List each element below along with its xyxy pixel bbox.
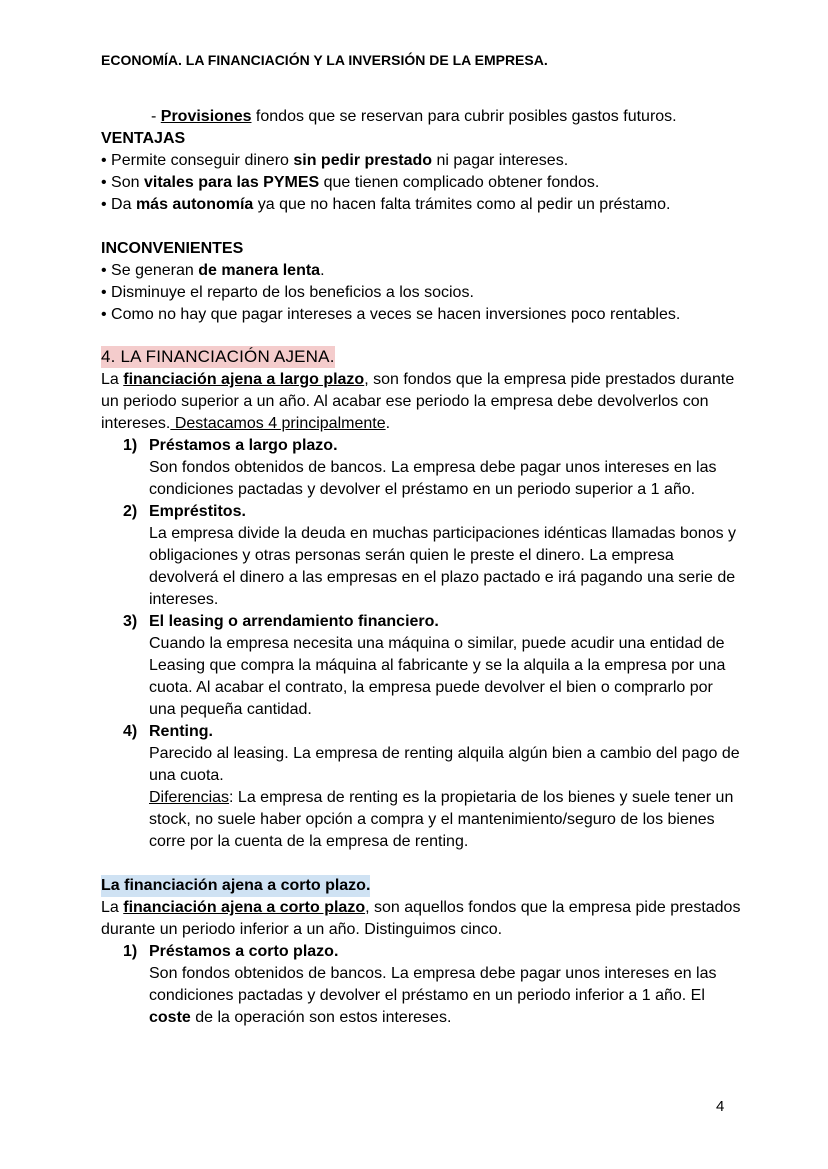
provisiones-text: fondos que se reservan para cubrir posibles gastos futuros. [251,108,677,125]
item-text: Son fondos obtenidos de bancos. La empresa debe pagar unos intereses en las condiciones pactadas y devolver el préstamo en un periodo superior a 1 año. [149,459,717,498]
item-title: Préstamos a corto plazo. [149,943,339,960]
list-item: 1) Préstamos a corto plazo. Son fondos obtenidos de bancos. La empresa debe pagar unos intereses en las condiciones pactadas y devolver el préstamo en un periodo inferior a 1 año. El coste de la operación son estos intereses. [101,941,741,1029]
inconvenientes-item: • Como no hay que pagar intereses a veces se hacen inversiones poco rentables. [101,306,681,323]
list-item: 3) El leasing o arrendamiento financiero. Cuando la empresa necesita una máquina o similar, puede acudir una entidad de Leasing que compra la máquina al fabricante y se la alquila a la empresa por una cuota. Al acabar el contrato, la empresa puede devolver el bien o comprarlo por una pequeña cantidad. [101,611,741,721]
item-text: La empresa divide la deuda en muchas participaciones idénticas llamadas bonos y obligaciones y otras personas serán quien le preste el dinero. La empresa devolverá el dinero a las empresas en el plazo pactado e irá pagando una serie de intereses. [149,525,737,608]
item-text: Son fondos obtenidos de bancos. La empresa debe pagar unos intereses en las condiciones pactadas y devolver el préstamo en un periodo inferior a 1 año. El coste de la operación son estos intereses. [149,965,717,1026]
item-title: Préstamos a largo plazo. [149,437,338,454]
item-title: Renting. [149,723,213,740]
inconvenientes-item: • Disminuye el reparto de los beneficios a los socios. [101,284,474,301]
document-body [101,106,741,1029]
item-text: Parecido al leasing. La empresa de renting alquila algún bien a cambio del pago de una cuota. [149,745,740,784]
short-term-title: La financiación ajena a corto plazo. [101,875,370,897]
item-title: Empréstitos. [149,503,246,520]
ventajas-heading: VENTAJAS [101,130,186,147]
provisiones-line [101,106,741,128]
provisiones-dash: - [151,108,161,125]
document-header: ECONOMÍA. LA FINANCIACIÓN Y LA INVERSIÓN DE LA EMPRESA. [101,52,548,68]
item-title: El leasing o arrendamiento financiero. [149,613,439,630]
short-term-list [101,941,741,1029]
short-term-intro: La financiación ajena a corto plazo, son aquellos fondos que la empresa pide prestados durante un periodo inferior a un año. Distinguimos cinco. [101,899,741,938]
page-number: 4 [716,1098,725,1115]
inconvenientes-item: • Se generan de manera lenta. [101,262,325,279]
list-item: 4) Renting. Parecido al leasing. La empresa de renting alquila algún bien a cambio del pago de una cuota. Diferencias: La empresa de renting es la propietaria de los bienes y suele tener un stock, no suele haber opción a compra y el mantenimiento/seguro de los bienes corre por la cuenta de la empresa de renting. [101,721,741,853]
section-4-title: 4. LA FINANCIACIÓN AJENA. [101,347,335,366]
item-text: Cuando la empresa necesita una máquina o similar, puede acudir una entidad de Leasing que compra la máquina al fabricante y se la alquila a la empresa por una cuota. Al acabar el contrato, la empresa puede devolver el bien o comprarlo por una pequeña cantidad. [149,635,726,718]
long-term-list [101,435,741,853]
inconvenientes-heading: INCONVENIENTES [101,240,244,257]
ventajas-item: • Son vitales para las PYMES que tienen complicado obtener fondos. [101,174,600,191]
renting-differences: Diferencias: La empresa de renting es la propietaria de los bienes y suele tener un stock, no suele haber opción a compra y el mantenimiento/seguro de los bienes corre por la cuenta de la empresa de renting. [149,789,734,850]
ventajas-item: • Permite conseguir dinero sin pedir prestado ni pagar intereses. [101,152,569,169]
ventajas-item: • Da más autonomía ya que no hacen falta trámites como al pedir un préstamo. [101,196,671,213]
provisiones-term: Provisiones [160,108,252,125]
document-page [101,50,741,1029]
list-item: 2) Empréstitos. La empresa divide la deuda en muchas participaciones idénticas llamadas bonos y obligaciones y otras personas serán quien le preste el dinero. La empresa devolverá el dinero a las empresas en el plazo pactado e irá pagando una serie de intereses. [101,501,741,611]
list-item: 1) Préstamos a largo plazo. Son fondos obtenidos de bancos. La empresa debe pagar unos intereses en las condiciones pactadas y devolver el préstamo en un periodo superior a 1 año. [101,435,741,501]
section-4-intro: La financiación ajena a largo plazo, son fondos que la empresa pide prestados durante un periodo superior a un año. Al acabar ese periodo la empresa debe devolverlos con intereses. Destacamos 4 principalmente. [101,371,735,432]
